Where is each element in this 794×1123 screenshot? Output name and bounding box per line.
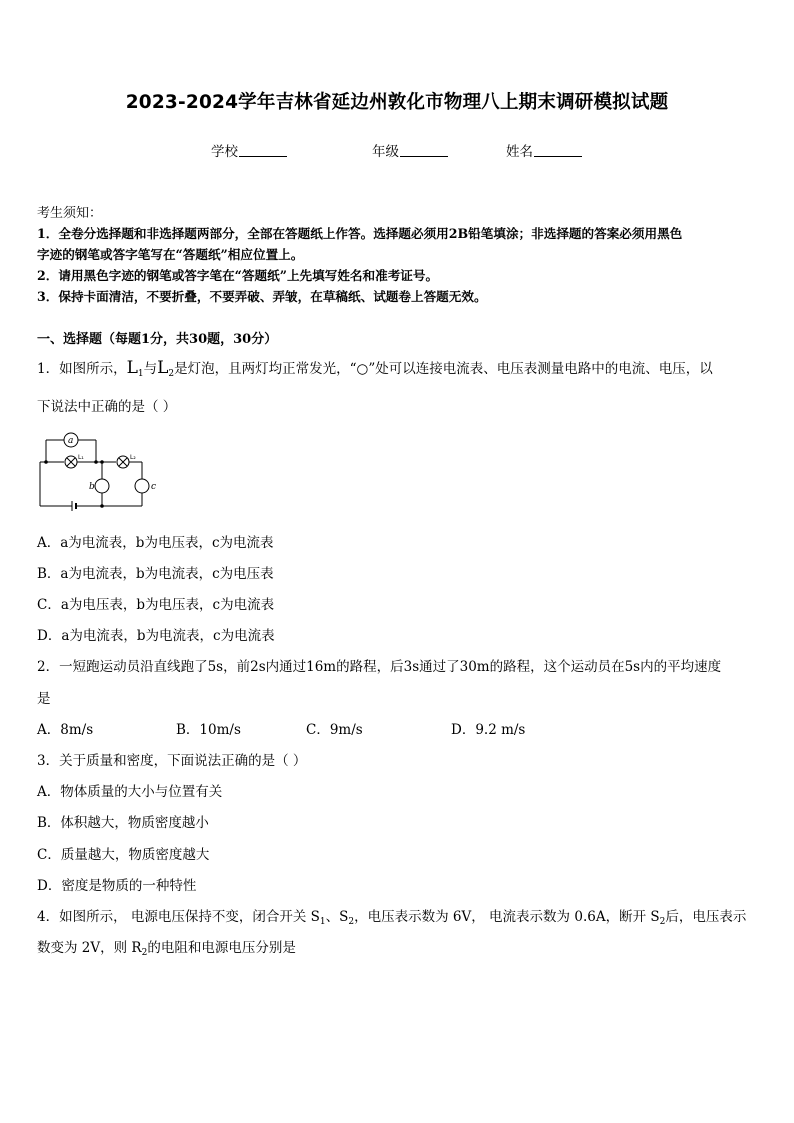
meter-b-circle (95, 479, 109, 493)
q1-L1-sub: 1 (137, 369, 144, 379)
q1-stem-mid: 与 (143, 361, 158, 377)
q1-option-a: A．a为电流表，b为电压表，c为电流表 (37, 535, 274, 551)
grade-label: 年级 (372, 144, 399, 160)
label-c: c (151, 482, 157, 492)
q4-stem-part-5: 数变为 2V，则 R (37, 940, 142, 956)
q2-stem-line-2: 是 (37, 691, 51, 707)
exam-title: 2023-2024学年吉林省延边州敦化市物理八上期末调研模拟试题 (125, 92, 669, 113)
grade-field (372, 140, 448, 160)
q4-stem-part-6: 的电阻和电源电压分别是 (147, 940, 296, 956)
q1-stem-line-2: 下说法中正确的是（ ） (37, 399, 177, 415)
q3-option-d: D．密度是物质的一种特性 (37, 878, 197, 894)
q4-stem-part-4: 后，电压表示 (665, 909, 747, 925)
school-field (211, 140, 287, 160)
q2-option-b: B．10m/s (176, 722, 241, 738)
meter-c-circle (135, 479, 149, 493)
q1-stem-part-b: 是灯泡，且两灯均正常发光，“○”处可以连接电流表、电压表测量电路中的电流、电压，以 (174, 361, 713, 377)
label-a: a (68, 436, 74, 446)
grade-blank[interactable] (400, 142, 448, 157)
q4-stem-line-2 (37, 936, 296, 958)
q2-option-c: C．9m/s (306, 722, 363, 738)
school-label: 学校 (211, 144, 238, 160)
q4-s2-sub: 2 (348, 917, 355, 927)
q1-L1-symbol: L (126, 358, 138, 378)
q2-option-a: A．8m/s (37, 722, 94, 738)
junction-dot (94, 460, 98, 464)
q1-option-d: D．a为电流表，b为电流表，c为电流表 (37, 628, 275, 644)
section-1-heading: 一、选择题（每题1分，共30题，30分） (37, 332, 278, 347)
label-L1: L₁ (78, 454, 84, 461)
name-field (506, 140, 582, 160)
notice-item-2: 2．请用黑色字迹的钢笔或答字笔在“答题纸”上先填写姓名和准考证号。 (37, 268, 439, 283)
q4-stem-part-3: ，电压表示数为 6V， 电流表示数为 0.6A，断开 S (354, 909, 660, 925)
q4-stem-part-1: 4．如图所示， 电源电压保持不变，闭合开关 S (37, 909, 320, 925)
q1-circuit-diagram (36, 424, 160, 514)
q4-stem-line-1 (37, 905, 746, 927)
q3-option-c: C．质量越大，物质密度越大 (37, 847, 210, 863)
q1-L2-sub: 2 (168, 369, 175, 379)
q1-option-c: C．a为电压表，b为电压表，c为电流表 (37, 597, 275, 613)
name-label: 姓名 (506, 144, 533, 160)
q1-option-b: B．a为电流表，b为电流表，c为电压表 (37, 566, 274, 582)
notice-item-1-cont: 字迹的钢笔或答字笔写在“答题纸”相应位置上。 (37, 247, 304, 262)
q3-option-b: B．体积越大，物质密度越小 (37, 815, 209, 831)
q1-stem-part-a: 1．如图所示， (37, 361, 127, 377)
notice-item-1: 1．全卷分选择题和非选择题两部分，全部在答题纸上作答。选择题必须用2B铅笔填涂；非选择题的答案必须用黑色 (37, 226, 683, 241)
junction-dot (100, 460, 104, 464)
label-L2: L₂ (130, 454, 136, 461)
q3-stem: 3．关于质量和密度，下面说法正确的是（ ） (37, 753, 307, 769)
q1-stem-line-1 (37, 357, 713, 379)
q4-r2-sub: 2 (141, 948, 148, 958)
junction-dot (100, 504, 104, 508)
q2-option-d: D．9.2 m/s (451, 722, 526, 738)
label-b: b (89, 482, 95, 492)
q1-L2-symbol: L (157, 358, 169, 378)
q2-stem-line-1: 2．一短跑运动员沿直线跑了5s，前2s内通过16m的路程，后3s通过了30m的路程，这个运动员在5s内的平均速度 (37, 659, 722, 675)
notice-item-3: 3．保持卡面清洁，不要折叠，不要弄破、弄皱，在草稿纸、试题卷上答题无效。 (37, 289, 487, 304)
q4-s1-sub: 1 (319, 917, 326, 927)
school-blank[interactable] (239, 142, 287, 157)
q3-option-a: A．物体质量的大小与位置有关 (37, 784, 223, 800)
notice-heading: 考生须知： (37, 206, 103, 221)
q4-stem-part-2: 、S (325, 909, 349, 925)
name-blank[interactable] (534, 142, 582, 157)
q4-s3-sub: 2 (659, 917, 666, 927)
junction-dot (44, 460, 48, 464)
